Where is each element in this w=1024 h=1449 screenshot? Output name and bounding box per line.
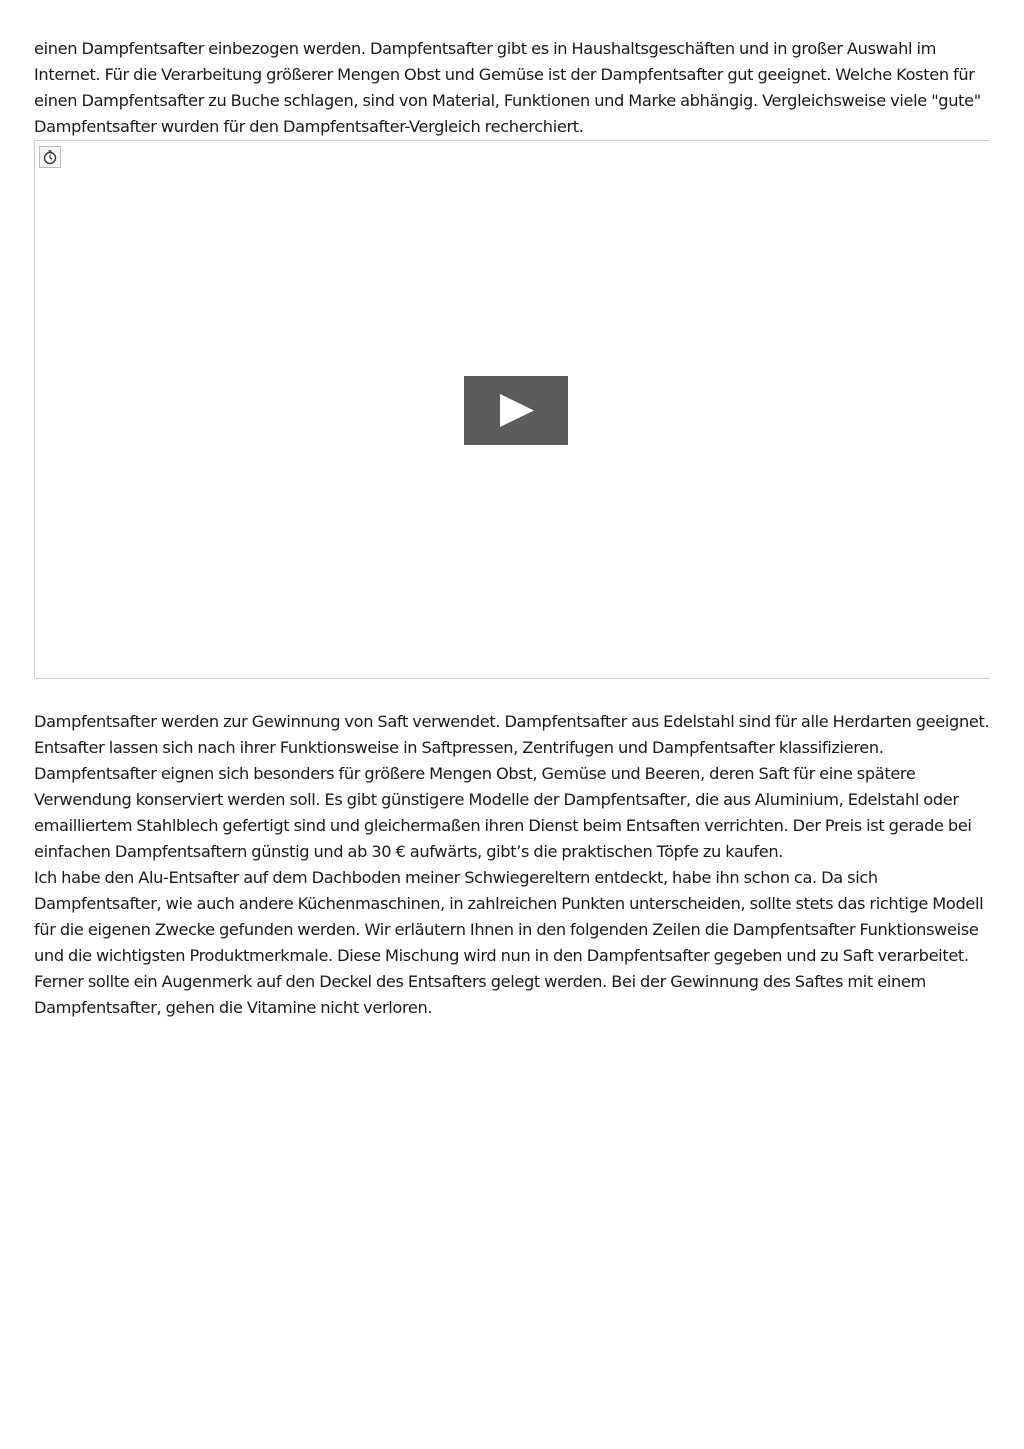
- clock-icon: [39, 146, 61, 168]
- video-embed[interactable]: [34, 140, 990, 679]
- paragraph-experience: Ich habe den Alu-Entsafter auf dem Dachboden meiner Schwiegereltern entdeckt, habe ihn schon ca. Da sich Dampfentsafter, wie auch andere Küchenmaschinen, in zahlreichen Punkten unterscheiden, sollte stets das richtige Modell für die eigenen Zwecke gefunden werden. Wir erläutern Ihnen in den folgenden Zeilen die Dampfentsafter Funktionsweise und die wichtigsten Produktmerkmale. Diese Mischung wird nun in den Dampfentsafter gegeben und zu Saft verarbeitet. Ferner sollte ein Augenmerk auf den Deckel des Entsafters gelegt werden. Bei der Gewinnung des Saftes mit einem Dampfentsafter, gehen die Vitamine nicht verloren.: [34, 868, 984, 1017]
- article: [34, 36, 994, 1021]
- paragraph-usage: Dampfentsafter werden zur Gewinnung von Saft verwendet. Dampfentsafter aus Edelstahl sind für alle Herdarten geeignet. Entsafter lassen sich nach ihrer Funktionsweise in Saftpressen, Zentrifugen und Dampfentsafter klassifizieren. Dampfentsafter eignen sich besonders für größere Mengen Obst, Gemüse und Beeren, deren Saft für eine spätere Verwendung konserviert werden soll. Es gibt günstigere Modelle der Dampfentsafter, die aus Aluminium, Edelstahl oder emailliertem Stahlblech gefertigt sind und gleichermaßen ihren Dienst beim Entsaften verrichten. Der Preis ist gerade bei einfachen Dampfentsaftern günstig und ab 30 € aufwärts, gibt’s die praktischen Töpfe zu kaufen.: [34, 712, 990, 861]
- paragraph-intro: einen Dampfentsafter einbezogen werden. Dampfentsafter gibt es in Haushaltsgeschäften und in großer Auswahl im Internet. Für die Verarbeitung größerer Mengen Obst und Gemüse ist der Dampfentsafter gut geeignet. Welche Kosten für einen Dampfentsafter zu Buche schlagen, sind von Material, Funktionen und Marke abhängig. Vergleichsweise viele "gute" Dampfentsafter wurden für den Dampfentsafter-Vergleich recherchiert.: [34, 39, 981, 136]
- play-icon: [464, 376, 568, 445]
- play-button[interactable]: [464, 376, 568, 445]
